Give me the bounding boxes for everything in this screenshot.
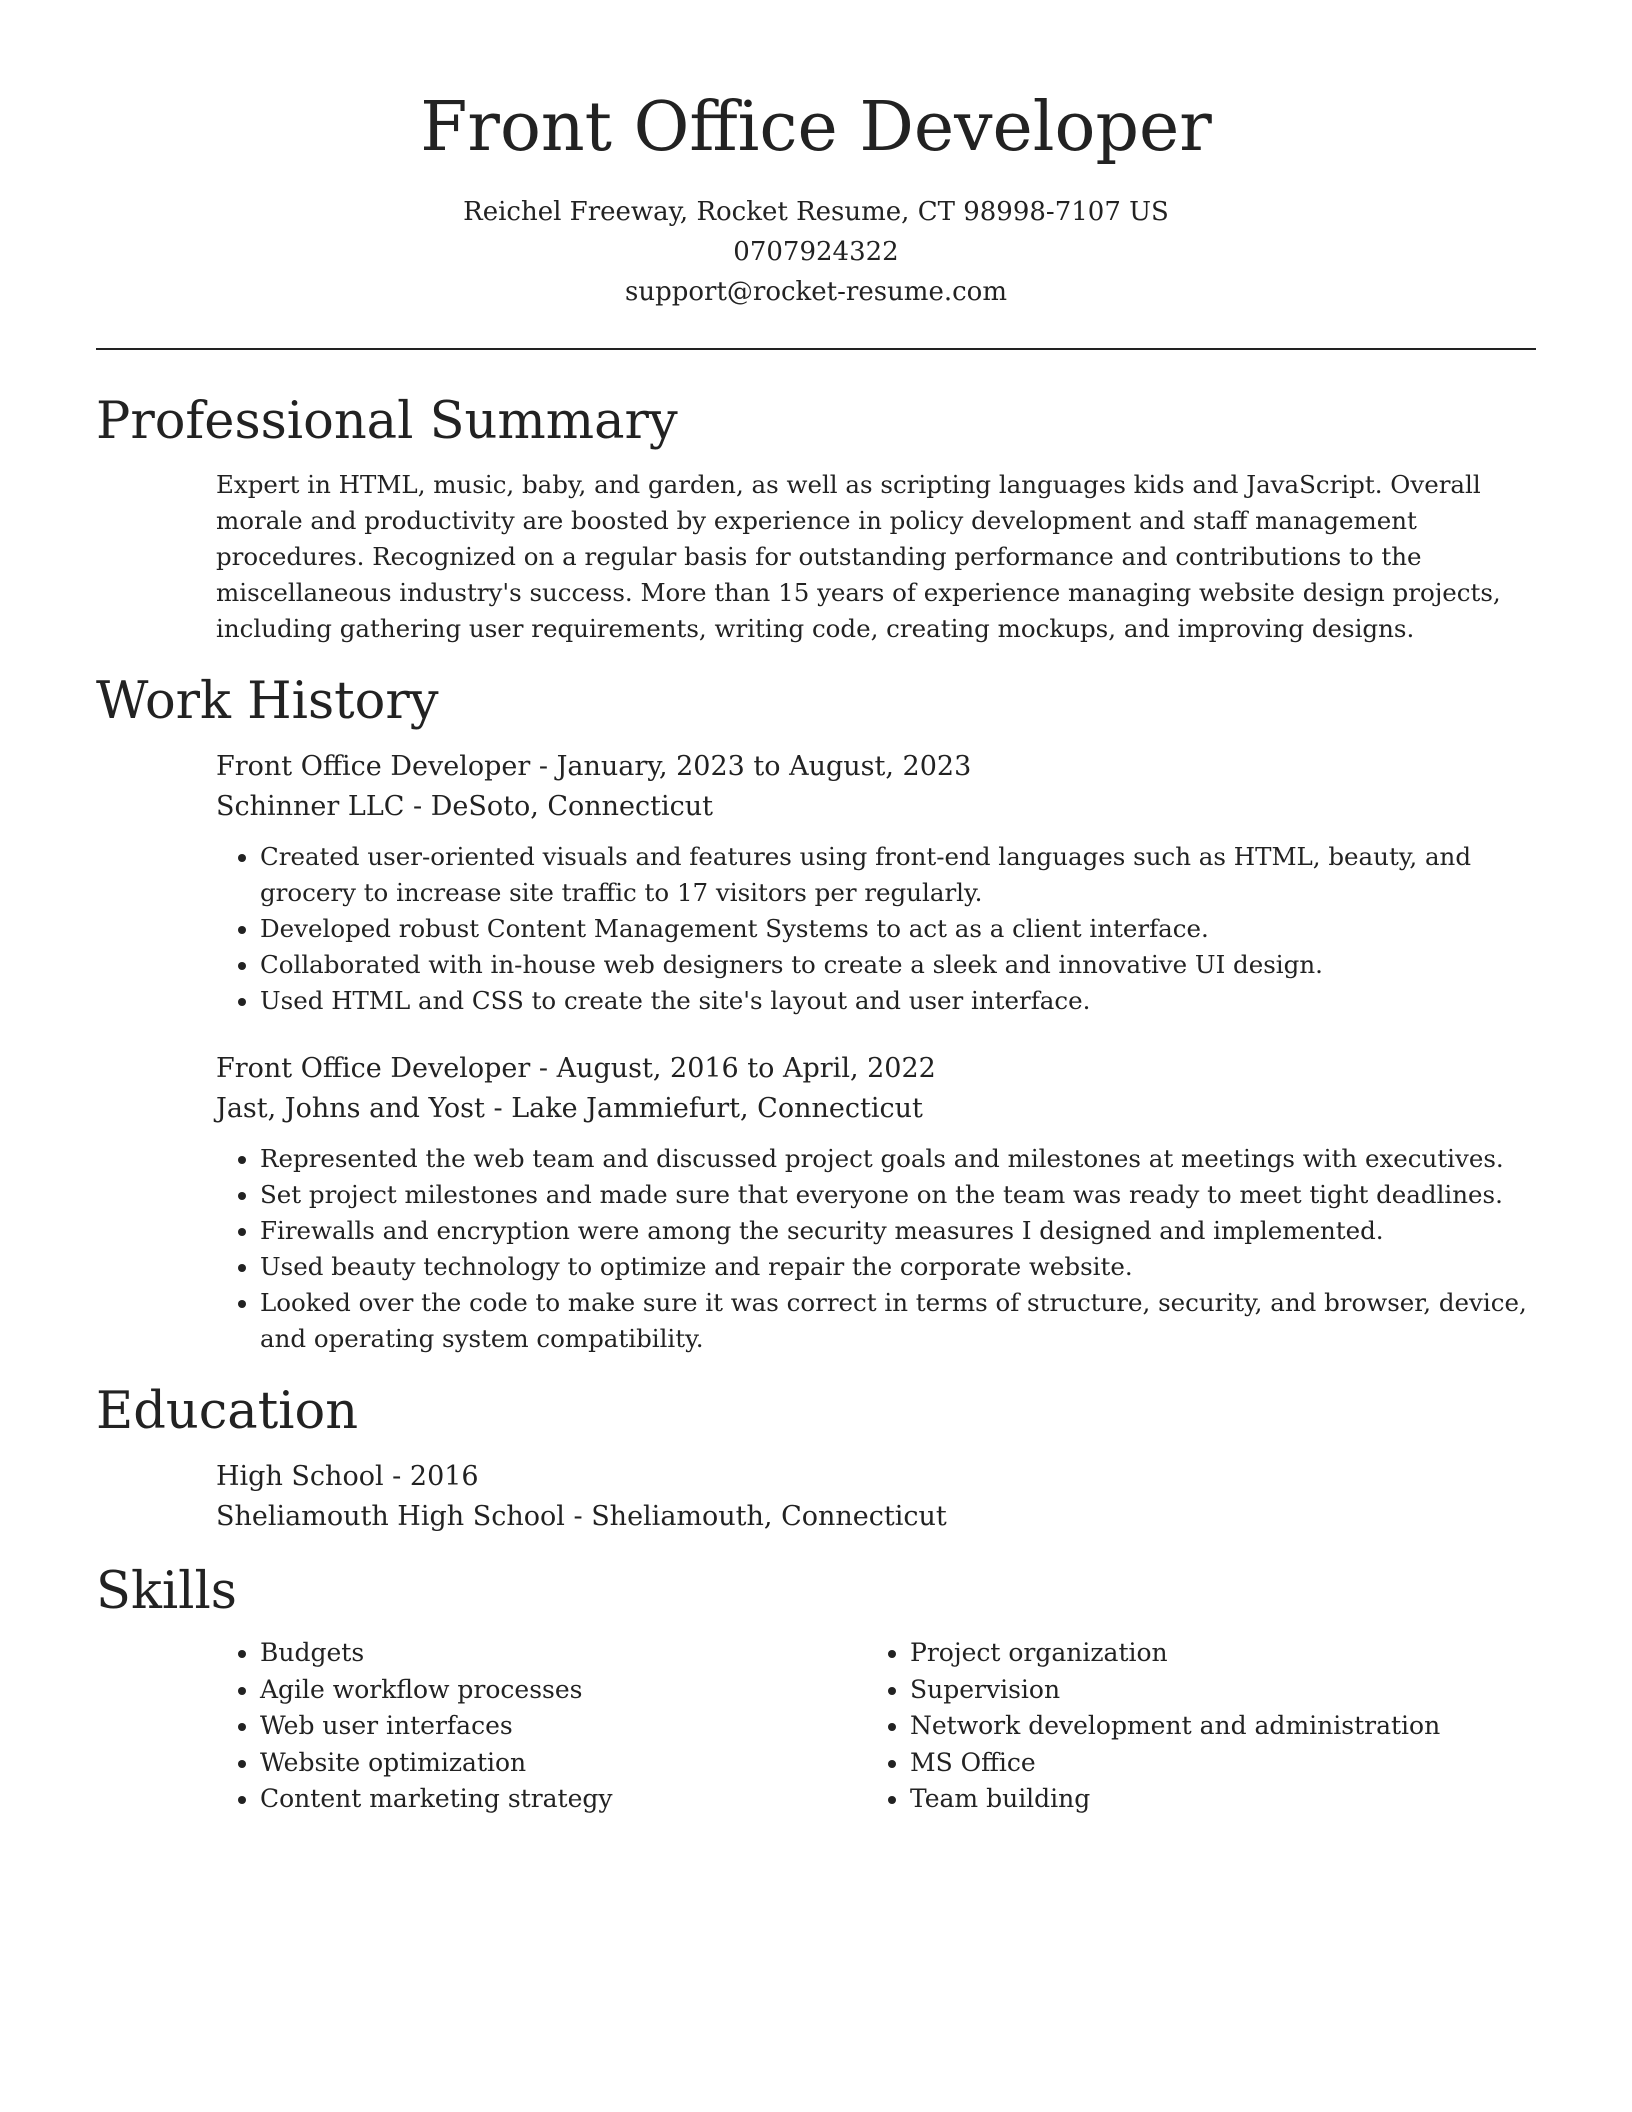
job-bullet: • Looked over the code to make sure it was correct in terms of structure, security, and browser, device, and operating system compatibility. xyxy=(260,1285,1536,1357)
title-separator: - xyxy=(530,751,557,782)
job-entry xyxy=(216,747,1536,1019)
skills-heading: Skills xyxy=(96,1562,237,1621)
summary-text: Expert in HTML, music, baby, and garden, as well as scripting languages kids and JavaScript. Overall morale and productivity are boosted by experience in policy development and staff management procedures. Recognized on a regular basis for outstanding performance and contributions to the miscellaneous industry's success. More than 15 years of experience managing website design projects, including gathering user requirements, writing code, creating mockups, and improving designs. xyxy=(216,470,1501,643)
skill-item: • Content marketing strategy xyxy=(260,1781,866,1818)
skills-list-left xyxy=(216,1635,866,1818)
job-title: Front Office Developer xyxy=(216,751,531,782)
education-section xyxy=(96,1379,1536,1537)
work-heading: Work History xyxy=(96,672,439,731)
education-school-line xyxy=(216,1497,1536,1537)
header-divider xyxy=(96,348,1536,350)
summary-body xyxy=(216,467,1536,647)
job-bullet: • Used HTML and CSS to create the site's layout and user interface. xyxy=(260,983,1536,1019)
skill-item: • Network development and administration xyxy=(910,1708,1516,1745)
job-location: Lake Jammiefurt, Connecticut xyxy=(511,1093,923,1124)
job-dates: January, 2023 to August, 2023 xyxy=(556,751,972,782)
skill-item: • Agile workflow processes xyxy=(260,1672,866,1709)
summary-section xyxy=(96,389,1536,647)
school-separator: - xyxy=(564,1501,592,1532)
job-bullet: • Firewalls and encryption were among the security measures I designed and implemented. xyxy=(260,1213,1536,1249)
skill-item: • Team building xyxy=(910,1781,1516,1818)
resume-name: Front Office Developer xyxy=(420,88,1212,167)
job-bullet: • Developed robust Content Management Systems to act as a client interface. xyxy=(260,911,1536,947)
company-separator: - xyxy=(484,1093,512,1124)
skill-item: • Supervision xyxy=(910,1672,1516,1709)
skill-item: • MS Office xyxy=(910,1745,1516,1782)
job-dates: August, 2016 to April, 2022 xyxy=(556,1053,936,1084)
job-title: Front Office Developer xyxy=(216,1053,531,1084)
job-bullet: • Represented the web team and discussed project goals and milestones at meetings with executives. xyxy=(260,1141,1536,1177)
skills-columns xyxy=(216,1635,1536,1818)
degree-separator: - xyxy=(383,1461,410,1492)
education-year: 2016 xyxy=(409,1461,479,1492)
summary-heading: Professional Summary xyxy=(96,392,678,451)
skill-item: • Project organization xyxy=(910,1635,1516,1672)
job-bullet: • Used beauty technology to optimize and repair the corporate website. xyxy=(260,1249,1536,1285)
job-bullet: • Created user-oriented visuals and features using front-end languages such as HTML, beauty, and grocery to increase site traffic to 17 visitors per regularly. xyxy=(260,839,1536,911)
job-company-line xyxy=(216,1089,1536,1129)
skills-body xyxy=(216,1635,1536,1818)
education-degree: High School xyxy=(216,1461,384,1492)
job-title-line xyxy=(216,747,1536,787)
education-school: Sheliamouth High School xyxy=(216,1501,565,1532)
skill-item: • Web user interfaces xyxy=(260,1708,866,1745)
job-location: DeSoto, Connecticut xyxy=(430,791,714,822)
resume-header xyxy=(96,0,1536,312)
skill-item: • Budgets xyxy=(260,1635,866,1672)
contact-address: Reichel Freeway, Rocket Resume, CT 98998-7107 US xyxy=(463,197,1169,227)
job-bullet: • Set project milestones and made sure that everyone on the team was ready to meet tight deadlines. xyxy=(260,1177,1536,1213)
job-entry xyxy=(216,1049,1536,1357)
job-company-line xyxy=(216,787,1536,827)
job-bullet: • Collaborated with in-house web designers to create a sleek and innovative UI design. xyxy=(260,947,1536,983)
resume-page xyxy=(96,0,1536,1818)
title-separator: - xyxy=(530,1053,557,1084)
education-location: Sheliamouth, Connecticut xyxy=(591,1501,947,1532)
skills-list-right xyxy=(866,1635,1516,1818)
contact-email: support@rocket-resume.com xyxy=(624,277,1007,307)
education-degree-line xyxy=(216,1457,1536,1497)
company-separator: - xyxy=(404,791,431,822)
education-entry xyxy=(216,1457,1536,1537)
education-heading: Education xyxy=(96,1382,359,1441)
job-bullets xyxy=(216,839,1536,1019)
skills-section xyxy=(96,1559,1536,1818)
job-company: Schinner LLC xyxy=(216,791,405,822)
skill-item: • Website optimization xyxy=(260,1745,866,1782)
work-section xyxy=(96,669,1536,1357)
job-title-line xyxy=(216,1049,1536,1089)
contact-phone: 0707924322 xyxy=(733,237,899,267)
job-bullets xyxy=(216,1141,1536,1357)
job-company: Jast, Johns and Yost xyxy=(216,1093,485,1124)
